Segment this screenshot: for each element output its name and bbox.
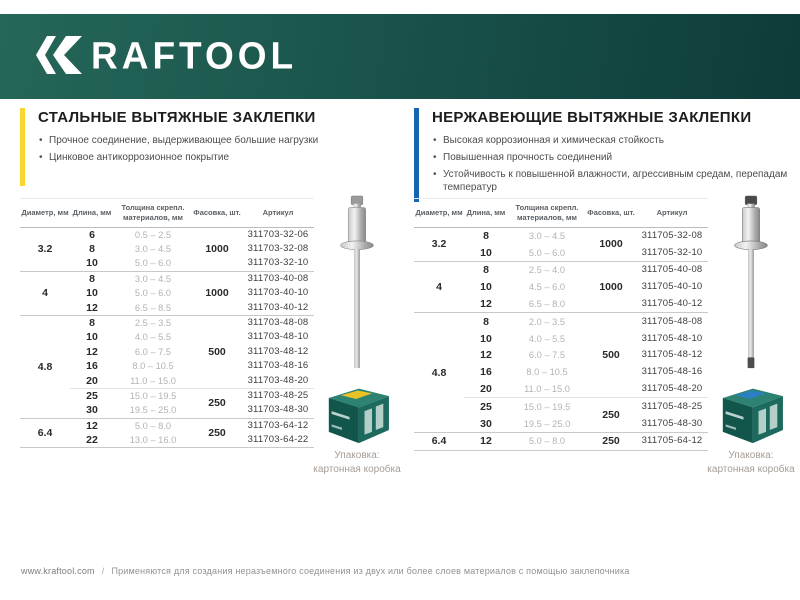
length-cell: 10 xyxy=(480,246,492,259)
article-cell: 311703-64-12 xyxy=(242,418,314,433)
package-caption-line1: Упаковка: xyxy=(728,450,774,461)
length-cell: 12 xyxy=(464,433,508,451)
thickness-cell: 19.5 – 25.0 xyxy=(523,418,571,429)
stainless-rivets-table xyxy=(414,198,708,451)
thickness-cell: 3.0 – 4.5 xyxy=(134,244,172,255)
table-row xyxy=(414,262,708,279)
feature-bullet: • Высокая коррозионная и химическая стойкость xyxy=(432,134,800,147)
thickness-cell: 5.0 – 6.0 xyxy=(528,247,566,258)
length-cell: 12 xyxy=(70,418,114,433)
article-cell: 311703-48-30 xyxy=(247,404,309,416)
article-cell: 311705-40-12 xyxy=(641,298,703,310)
length-cell: 12 xyxy=(86,301,98,314)
section-stainless-rivets xyxy=(414,108,800,578)
length-cell: 8 xyxy=(70,315,114,330)
rivet-body xyxy=(348,208,365,244)
article-cell: 311705-40-10 xyxy=(641,281,703,293)
length-cell: 12 xyxy=(86,345,98,358)
product-images xyxy=(704,194,798,476)
thickness-cell: 3.0 – 4.5 xyxy=(508,227,586,244)
page-footer xyxy=(21,566,630,576)
pack-qty-cell: 1000 xyxy=(192,271,242,315)
column-header: Артикул xyxy=(636,199,708,228)
column-header: Толщина скрепл. материалов, мм xyxy=(114,199,192,228)
diameter-cell: 6.4 xyxy=(20,418,70,448)
table-row xyxy=(414,433,708,451)
article-cell: 311703-48-10 xyxy=(247,331,309,343)
article-cell: 311705-48-25 xyxy=(636,398,708,415)
article-cell: 311705-48-20 xyxy=(641,383,703,395)
table-body xyxy=(20,227,314,448)
column-header: Длина, мм xyxy=(464,199,508,228)
length-cell: 20 xyxy=(86,374,98,387)
diameter-cell: 4 xyxy=(414,262,464,313)
table-body xyxy=(414,227,708,450)
logo-k-icon xyxy=(36,36,84,74)
length-cell: 8 xyxy=(464,227,508,244)
article-cell: 311703-40-12 xyxy=(247,301,309,313)
length-cell: 6 xyxy=(70,227,114,242)
table-row xyxy=(20,418,314,433)
section-header xyxy=(20,108,408,186)
feature-list xyxy=(38,134,408,164)
article-cell: 311703-48-12 xyxy=(247,345,309,357)
rivet-body xyxy=(742,208,759,244)
thickness-cell: 5.0 – 6.0 xyxy=(134,258,172,269)
rivet-photo xyxy=(722,194,780,372)
package-caption-line1: Упаковка: xyxy=(334,450,380,461)
pack-qty-cell: 1000 xyxy=(586,227,636,262)
column-header: Артикул xyxy=(242,199,314,228)
length-cell: 12 xyxy=(480,349,492,362)
length-cell: 10 xyxy=(86,257,98,270)
pack-qty-cell: 500 xyxy=(586,313,636,398)
thickness-cell: 6.0 – 7.5 xyxy=(528,350,566,361)
length-cell: 8 xyxy=(70,271,114,286)
box-side-art xyxy=(365,408,373,434)
article-cell: 311703-64-22 xyxy=(247,434,309,446)
thickness-cell: 5.0 – 8.0 xyxy=(508,433,586,451)
pack-qty-cell: 250 xyxy=(586,398,636,433)
footer-url[interactable]: www.kraftool.com xyxy=(21,566,95,576)
feature-bullet: • Прочное соединение, выдерживающее большие нагрузки xyxy=(38,134,408,147)
rivet-stem xyxy=(748,249,754,357)
length-cell: 10 xyxy=(480,332,492,345)
column-header: Диаметр, мм xyxy=(20,199,70,228)
length-cell: 10 xyxy=(86,331,98,344)
article-cell: 311705-48-16 xyxy=(641,366,703,378)
article-cell: 311705-48-12 xyxy=(641,349,703,361)
length-cell: 16 xyxy=(86,360,98,373)
article-cell: 311703-40-10 xyxy=(247,287,309,299)
table-header-row xyxy=(20,199,314,228)
feature-bullet: • Повышенная прочность соединений xyxy=(432,151,800,164)
pack-qty-cell: 250 xyxy=(192,388,242,418)
rivet-flange xyxy=(735,241,768,250)
rivet-stem-tip xyxy=(748,357,755,368)
thickness-cell: 15.0 – 19.5 xyxy=(114,388,192,403)
thickness-cell: 2.5 – 4.0 xyxy=(508,262,586,279)
rivet-flange xyxy=(341,241,374,250)
article-cell: 311705-48-10 xyxy=(641,332,703,344)
diameter-cell: 4.8 xyxy=(20,315,70,418)
table-header-row xyxy=(414,199,708,228)
thickness-cell: 6.5 – 8.0 xyxy=(528,299,566,310)
thickness-cell: 13.0 – 16.0 xyxy=(129,435,177,446)
article-cell: 311703-40-08 xyxy=(242,271,314,286)
table-row xyxy=(20,315,314,330)
length-cell: 22 xyxy=(86,434,98,447)
length-cell: 30 xyxy=(480,417,492,430)
section-title: НЕРЖАВЕЮЩИЕ ВЫТЯЖНЫЕ ЗАКЛЕПКИ xyxy=(432,109,752,126)
table-row xyxy=(20,227,314,242)
pack-qty-cell: 250 xyxy=(586,433,636,451)
article-cell: 311705-32-08 xyxy=(636,227,708,244)
length-cell: 25 xyxy=(70,388,114,403)
rivet-mandrel-head xyxy=(745,196,757,205)
footer-note: Применяются для создания неразъемного соединения из двух или более слоев материалов с помощью заклепочника xyxy=(111,566,630,576)
header-banner xyxy=(0,14,800,99)
rivet-photo xyxy=(328,194,386,372)
thickness-cell: 8.0 – 10.5 xyxy=(526,367,568,378)
package-caption xyxy=(313,449,400,476)
article-cell: 311705-48-08 xyxy=(636,313,708,330)
article-cell: 311705-32-10 xyxy=(641,246,703,258)
table-row xyxy=(20,271,314,286)
article-cell: 311703-48-08 xyxy=(242,315,314,330)
length-cell: 8 xyxy=(464,313,508,330)
kraftool-logo xyxy=(36,36,297,74)
length-cell: 8 xyxy=(89,243,95,256)
box-side-art-2 xyxy=(770,404,778,430)
thickness-cell: 3.0 – 4.5 xyxy=(114,271,192,286)
pack-qty-cell: 250 xyxy=(192,418,242,448)
thickness-cell: 19.5 – 25.0 xyxy=(129,405,177,416)
feature-bullet: • Цинковое антикоррозионное покрытие xyxy=(38,151,408,164)
length-cell: 16 xyxy=(480,366,492,379)
length-cell: 8 xyxy=(464,262,508,279)
thickness-cell: 15.0 – 19.5 xyxy=(508,398,586,415)
package-caption-line2: картонная коробка xyxy=(707,463,795,475)
thickness-cell: 6.0 – 7.5 xyxy=(134,346,172,357)
product-images xyxy=(310,194,404,476)
length-cell: 10 xyxy=(86,287,98,300)
rivet-mandrel-head xyxy=(351,196,363,205)
pack-qty-cell: 1000 xyxy=(586,262,636,313)
table-row xyxy=(414,227,708,244)
package-box-image xyxy=(317,383,397,445)
footer-divider: / xyxy=(101,566,105,576)
feature-bullet: • Устойчивость к повышенной влажности, агрессивным средам, перепадам температур xyxy=(432,168,800,194)
length-cell: 12 xyxy=(480,298,492,311)
thickness-cell: 11.0 – 15.0 xyxy=(524,384,570,395)
feature-list xyxy=(432,134,800,194)
article-cell: 311703-32-08 xyxy=(247,243,309,255)
diameter-cell: 4.8 xyxy=(414,313,464,433)
section-steel-rivets xyxy=(20,108,408,578)
column-header: Фасовка, шт. xyxy=(192,199,242,228)
thickness-cell: 2.0 – 3.5 xyxy=(508,313,586,330)
article-cell: 311703-32-10 xyxy=(247,257,309,269)
pack-qty-cell: 1000 xyxy=(192,227,242,271)
thickness-cell: 5.0 – 6.0 xyxy=(134,288,172,299)
column-header: Фасовка, шт. xyxy=(586,199,636,228)
package-caption xyxy=(707,449,794,476)
logo-text: RAFTOOL xyxy=(91,34,298,76)
article-cell: 311703-48-20 xyxy=(247,374,309,386)
article-cell: 311703-48-16 xyxy=(247,360,309,372)
thickness-cell: 4.0 – 5.5 xyxy=(134,332,172,343)
thickness-cell: 2.5 – 3.5 xyxy=(114,315,192,330)
article-cell: 311703-48-25 xyxy=(242,388,314,403)
thickness-cell: 0.5 – 2.5 xyxy=(114,227,192,242)
article-cell: 311705-40-08 xyxy=(636,262,708,279)
rivet-stem xyxy=(354,249,360,368)
diameter-cell: 6.4 xyxy=(414,433,464,451)
section-header xyxy=(414,108,800,202)
article-cell: 311705-48-30 xyxy=(641,417,703,429)
article-cell: 311705-64-12 xyxy=(636,433,708,451)
thickness-cell: 4.5 – 6.0 xyxy=(528,282,566,293)
diameter-cell: 3.2 xyxy=(414,227,464,262)
steel-rivets-table xyxy=(20,198,314,448)
box-side-art-2 xyxy=(376,404,384,430)
thickness-cell: 5.0 – 8.0 xyxy=(114,418,192,433)
thickness-cell: 11.0 – 15.0 xyxy=(130,375,176,386)
length-cell: 30 xyxy=(86,404,98,417)
table-head xyxy=(20,199,314,228)
table-head xyxy=(414,199,708,228)
article-cell: 311703-32-06 xyxy=(242,227,314,242)
column-header: Длина, мм xyxy=(70,199,114,228)
box-side-art xyxy=(759,408,767,434)
thickness-cell: 4.0 – 5.5 xyxy=(528,333,566,344)
diameter-cell: 3.2 xyxy=(20,227,70,271)
diameter-cell: 4 xyxy=(20,271,70,315)
package-caption-line2: картонная коробка xyxy=(313,463,401,475)
column-header: Диаметр, мм xyxy=(414,199,464,228)
column-header: Толщина скрепл. материалов, мм xyxy=(508,199,586,228)
length-cell: 10 xyxy=(480,281,492,294)
section-title: СТАЛЬНЫЕ ВЫТЯЖНЫЕ ЗАКЛЕПКИ xyxy=(38,109,316,126)
thickness-cell: 8.0 – 10.5 xyxy=(132,361,174,372)
thickness-cell: 6.5 – 8.5 xyxy=(134,302,172,313)
length-cell: 20 xyxy=(480,383,492,396)
pack-qty-cell: 500 xyxy=(192,315,242,388)
length-cell: 25 xyxy=(464,398,508,415)
package-box-image xyxy=(711,383,791,445)
table-row xyxy=(414,313,708,330)
